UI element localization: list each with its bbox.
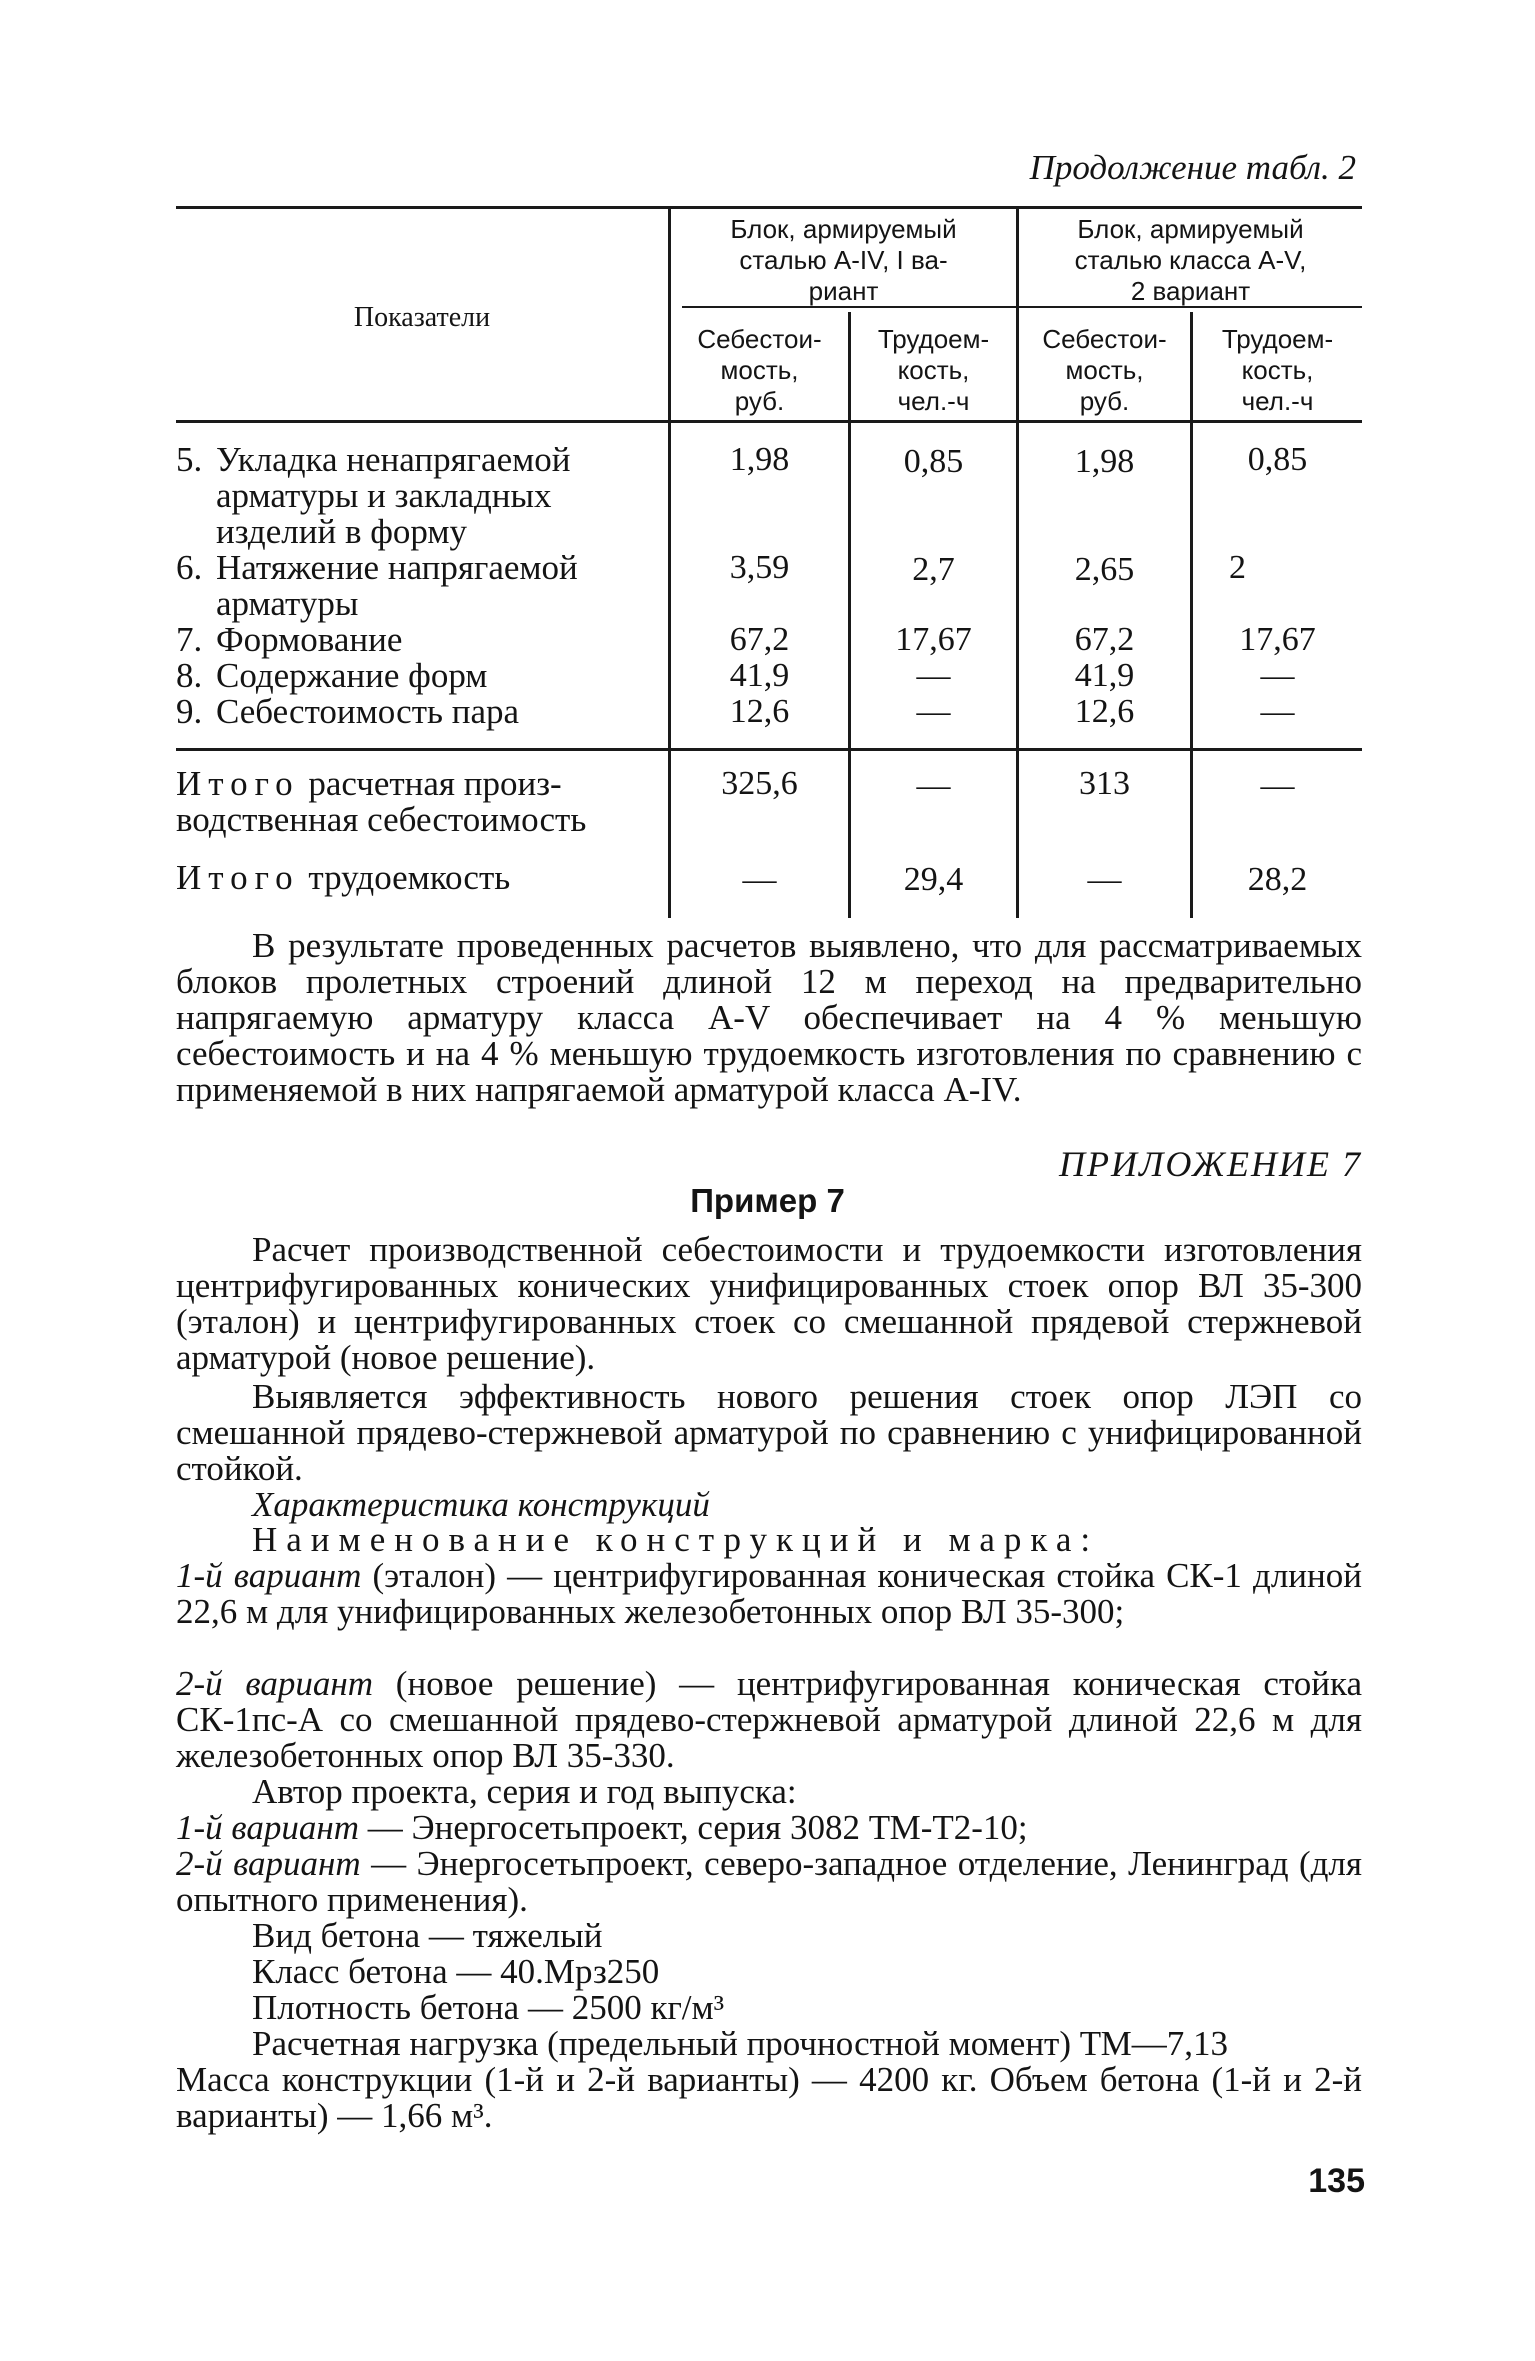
- concrete-density: Плотность бетона — 2500 кг/м³: [252, 1988, 725, 2027]
- table-cell: 0,85: [1247, 441, 1308, 478]
- total-labor-label-rest: трудоемкость: [299, 858, 511, 897]
- header-labor-line: чел.-ч: [897, 386, 970, 416]
- header-labor-line: Трудоем-: [877, 324, 990, 354]
- table-cell: 17,67: [895, 621, 972, 658]
- header-labor-2: [1193, 324, 1362, 417]
- table-cell: —: [916, 767, 951, 804]
- table-cell: —: [916, 693, 951, 730]
- table-cell: —: [742, 861, 777, 898]
- author-variant-2-label: 2-й вариант: [176, 1844, 361, 1883]
- table-cell: 41,9: [1074, 657, 1135, 694]
- row-number: 5.: [176, 440, 203, 479]
- efficiency-paragraph: Выявляется эффективность нового решения стоек опор ЛЭП со смешанной прядево-стержневой арматурой по сравнению с унифицированной стойкой.: [176, 1377, 1362, 1488]
- table-cell: 12,6: [1074, 693, 1135, 730]
- table-row-label-5: [176, 442, 654, 550]
- total-cost-label: [176, 766, 654, 838]
- variant-1-paragraph: [176, 1558, 1362, 1630]
- row-label-line: Содержание форм: [216, 656, 488, 695]
- variant-1-text: (эталон) — центрифугированная коническая стойка СК-1 длиной 22,6 м для унифицированных железобетонных опор ВЛ 35-300;: [176, 1556, 1362, 1631]
- table-cell: 29,4: [903, 861, 964, 898]
- row-number: 8.: [176, 656, 203, 695]
- header-group-1: [671, 214, 1016, 307]
- table-cell: 67,2: [729, 621, 790, 658]
- characteristic-heading: Характеристика конструкций: [252, 1485, 710, 1524]
- table-cell: —: [1260, 693, 1295, 730]
- table-row-label-9: [176, 694, 654, 730]
- table-cell: 28,2: [1247, 861, 1308, 898]
- row-label-line: изделий в форму: [216, 512, 468, 551]
- header-group-2-line: 2 вариант: [1130, 276, 1251, 306]
- row-number: 9.: [176, 692, 203, 731]
- totals-rule: [176, 748, 1362, 751]
- table-cell: —: [1260, 767, 1295, 804]
- header-cost-line: руб.: [734, 386, 785, 416]
- header-bottom-rule: [176, 420, 1362, 423]
- table-cell: 3,59: [729, 549, 790, 586]
- concrete-type: Вид бетона — тяжелый: [252, 1916, 603, 1955]
- header-cost-1: [671, 324, 848, 417]
- cost-table: [176, 206, 1362, 918]
- header-labor-1: [851, 324, 1016, 417]
- author-heading: Автор проекта, серия и год выпуска:: [252, 1772, 797, 1811]
- total-cost-label-rest: расчетная произ-: [299, 764, 562, 803]
- header-group-2: [1019, 214, 1362, 307]
- table-cell: 325,6: [721, 765, 798, 802]
- table-cell: 12,6: [729, 693, 790, 730]
- variant-2-text: (новое решение) — центрифугированная коническая стойка СК-1пс-А со смешанной прядево-стержневой арматурой длиной 22,6 м для железобетонных опор ВЛ 35-330.: [176, 1664, 1362, 1775]
- header-cost-line: мость,: [720, 355, 799, 385]
- appendix-title: ПРИЛОЖЕНИЕ 7: [1059, 1144, 1362, 1184]
- table-cell: 313: [1079, 765, 1130, 802]
- row-label-line: арматуры: [216, 584, 359, 623]
- table-cell: 17,67: [1239, 621, 1316, 658]
- table-cell: —: [916, 657, 951, 694]
- table-cell: 2: [1229, 549, 1246, 586]
- header-cost-line: мость,: [1065, 355, 1144, 385]
- author-variant-2: [176, 1846, 1362, 1918]
- header-group-1-line: Блок, армируемый: [730, 214, 957, 244]
- header-cost-line: Себестои-: [697, 324, 822, 354]
- row-label-line: Натяжение напрягаемой: [216, 548, 578, 587]
- table-continuation-caption: Продолжение табл. 2: [1029, 148, 1356, 187]
- table-row-label-8: [176, 658, 654, 694]
- row-label-line: Укладка ненапрягаемой: [216, 440, 571, 479]
- row-number: 6.: [176, 548, 203, 587]
- author-variant-1-text: — Энергосетьпроект, серия 3082 ТМ-Т2-10;: [359, 1808, 1028, 1847]
- design-load: Расчетная нагрузка (предельный прочностной момент) ТМ—7,13: [252, 2024, 1229, 2063]
- variant-2-paragraph: [176, 1666, 1362, 1774]
- row-number: 7.: [176, 620, 203, 659]
- header-cost-2: [1019, 324, 1190, 417]
- table-top-rule: [176, 206, 1362, 209]
- header-group-1-line: риант: [808, 276, 879, 306]
- table-cell: 41,9: [729, 657, 790, 694]
- header-labor-line: Трудоем-: [1221, 324, 1334, 354]
- construction-mass: Масса конструкции (1-й и 2-й варианты) — 4200 кг. Объем бетона (1-й и 2-й варианты) — 1,66 м³.: [176, 2060, 1362, 2135]
- total-labor-label: [176, 860, 654, 896]
- example-title: Пример 7: [690, 1182, 845, 1219]
- table-cell: 1,98: [729, 441, 790, 478]
- table-cell: 67,2: [1074, 621, 1135, 658]
- author-variant-1-label: 1-й вариант: [176, 1808, 359, 1847]
- table-row-label-7: [176, 622, 654, 658]
- header-indicators: Показатели: [353, 302, 491, 333]
- total-cost-label-line2: водственная себестоимость: [176, 800, 587, 839]
- header-group-2-line: сталью класса А-V,: [1074, 245, 1307, 275]
- header-cost-line: Себестои-: [1042, 324, 1167, 354]
- table-cell: —: [1087, 861, 1122, 898]
- page-number: 135: [1308, 2162, 1365, 2200]
- table-cell: 2,65: [1074, 551, 1135, 588]
- author-variant-1: [176, 1810, 1362, 1846]
- row-label-line: арматуры и закладных: [216, 476, 552, 515]
- naming-heading: Наименование конструкций и марка:: [252, 1520, 1100, 1559]
- intro-paragraph: Расчет производственной себестоимости и трудоемкости изготовления центрифугированных конических унифицированных стоек опор ВЛ 35-300 (эталон) и центрифугированных стоек со смешанной прядевой стержневой арматурой (новое решение).: [176, 1230, 1362, 1377]
- total-labor-label-keyword: Итого: [176, 858, 300, 897]
- concrete-class: Класс бетона — 40.Мрз250: [252, 1952, 660, 1991]
- header-labor-line: кость,: [897, 355, 970, 385]
- table-cell: 2,7: [912, 551, 955, 588]
- table-cell: —: [1260, 657, 1295, 694]
- header-labor-line: чел.-ч: [1241, 386, 1314, 416]
- row-label-line: Себестоимость пара: [216, 692, 520, 731]
- table-cell: 0,85: [903, 443, 964, 480]
- header-cost-line: руб.: [1079, 386, 1130, 416]
- row-label-line: Формование: [216, 620, 403, 659]
- variant-2-label: 2-й вариант: [176, 1664, 374, 1703]
- table-cell: 1,98: [1074, 443, 1135, 480]
- header-group-1-line: сталью А-IV, I ва-: [739, 245, 948, 275]
- author-variant-2-text: — Энергосетьпроект, северо-западное отделение, Ленинград (для опытного применения).: [176, 1844, 1362, 1919]
- header-group-2-line: Блок, армируемый: [1077, 214, 1304, 244]
- conclusion-paragraph: В результате проведенных расчетов выявлено, что для рассматриваемых блоков пролетных строений длиной 12 м переход на предварительно напрягаемую арматуру класса А-V обеспечивает на 4 % меньшую себестоимость и на 4 % меньшую трудоемкость изготовления по сравнению с применяемой в них напрягаемой арматурой класса А-IV.: [176, 926, 1362, 1109]
- header-labor-line: кость,: [1241, 355, 1314, 385]
- variant-1-label: 1-й вариант: [176, 1556, 362, 1595]
- table-row-label-6: [176, 550, 654, 622]
- total-cost-label-keyword: Итого: [176, 764, 300, 803]
